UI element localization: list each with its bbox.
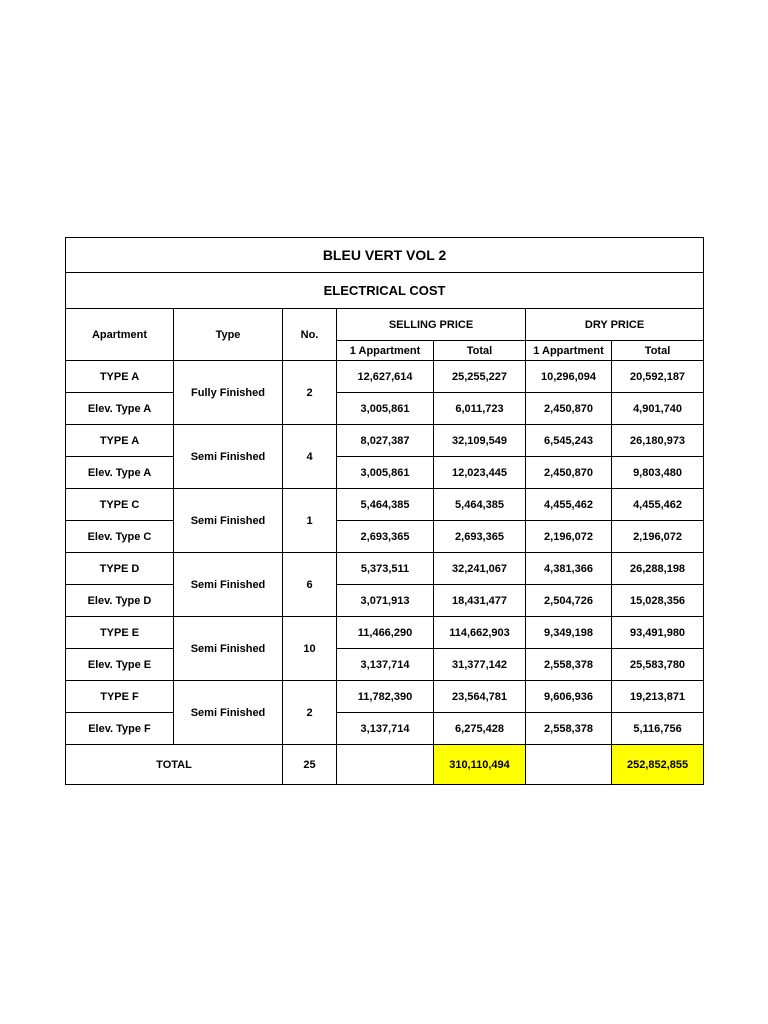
selling-one-apartment-cell: 11,466,290 [337, 617, 434, 649]
finish-type-cell: Semi Finished [174, 489, 283, 553]
header-selling-total: Total [434, 341, 526, 361]
selling-one-apartment-cell: 8,027,387 [337, 425, 434, 457]
unit-count-cell: 4 [283, 425, 337, 489]
dry-one-apartment-cell: 2,450,870 [526, 457, 612, 489]
selling-one-apartment-cell: 3,005,861 [337, 457, 434, 489]
selling-one-apartment-cell: 3,137,714 [337, 713, 434, 745]
dry-total-cell: 15,028,356 [612, 585, 704, 617]
apartment-cell: Elev. Type E [66, 649, 174, 681]
dry-one-apartment-cell: 9,606,936 [526, 681, 612, 713]
selling-total-cell: 6,011,723 [434, 393, 526, 425]
header-selling-one-apartment: 1 Appartment [337, 341, 434, 361]
selling-one-apartment-cell: 12,627,614 [337, 361, 434, 393]
table-row [66, 585, 704, 617]
electrical-cost-table [65, 237, 704, 785]
apartment-cell: Elev. Type A [66, 393, 174, 425]
finish-type-cell: Semi Finished [174, 425, 283, 489]
header-dry-one-apartment: 1 Appartment [526, 341, 612, 361]
apartment-cell: Elev. Type F [66, 713, 174, 745]
dry-one-apartment-cell: 4,455,462 [526, 489, 612, 521]
dry-total-cell: 5,116,756 [612, 713, 704, 745]
dry-total-cell: 26,288,198 [612, 553, 704, 585]
dry-total-cell: 9,803,480 [612, 457, 704, 489]
dry-one-apartment-cell: 6,545,243 [526, 425, 612, 457]
selling-total-cell: 23,564,781 [434, 681, 526, 713]
apartment-cell: TYPE F [66, 681, 174, 713]
finish-type-cell: Semi Finished [174, 681, 283, 745]
selling-total-cell: 32,241,067 [434, 553, 526, 585]
table-row [66, 361, 704, 393]
dry-one-apartment-cell: 2,450,870 [526, 393, 612, 425]
dry-total-cell: 4,901,740 [612, 393, 704, 425]
selling-total-cell: 12,023,445 [434, 457, 526, 489]
dry-one-apartment-cell: 2,558,378 [526, 649, 612, 681]
header-no: No. [283, 309, 337, 361]
selling-one-apartment-cell: 11,782,390 [337, 681, 434, 713]
table-row [66, 617, 704, 649]
selling-total-cell: 114,662,903 [434, 617, 526, 649]
unit-count-cell: 1 [283, 489, 337, 553]
dry-one-apartment-cell: 10,296,094 [526, 361, 612, 393]
apartment-cell: TYPE A [66, 361, 174, 393]
dry-one-apartment-cell: 4,381,366 [526, 553, 612, 585]
finish-type-cell: Semi Finished [174, 617, 283, 681]
selling-total-cell: 18,431,477 [434, 585, 526, 617]
dry-total-cell: 2,196,072 [612, 521, 704, 553]
selling-one-apartment-cell: 3,137,714 [337, 649, 434, 681]
dry-total-cell: 93,491,980 [612, 617, 704, 649]
selling-total-cell: 5,464,385 [434, 489, 526, 521]
apartment-cell: TYPE C [66, 489, 174, 521]
header-dry-total: Total [612, 341, 704, 361]
dry-one-apartment-cell: 2,558,378 [526, 713, 612, 745]
selling-one-apartment-cell: 3,005,861 [337, 393, 434, 425]
table-row [66, 489, 704, 521]
table-row [66, 393, 704, 425]
page-title: BLEU VERT VOL 2 [66, 238, 704, 273]
total-label: TOTAL [66, 745, 283, 785]
selling-total-cell: 31,377,142 [434, 649, 526, 681]
dry-total-cell: 20,592,187 [612, 361, 704, 393]
table-row [66, 713, 704, 745]
selling-total-cell: 25,255,227 [434, 361, 526, 393]
total-dry-price: 252,852,855 [612, 745, 704, 785]
dry-one-apartment-cell: 2,504,726 [526, 585, 612, 617]
dry-one-apartment-cell: 9,349,198 [526, 617, 612, 649]
table-row [66, 521, 704, 553]
table-row [66, 649, 704, 681]
unit-count-cell: 2 [283, 361, 337, 425]
apartment-cell: Elev. Type D [66, 585, 174, 617]
table-row [66, 553, 704, 585]
dry-total-cell: 25,583,780 [612, 649, 704, 681]
selling-one-apartment-cell: 5,373,511 [337, 553, 434, 585]
header-dry-price: DRY PRICE [526, 309, 704, 341]
finish-type-cell: Fully Finished [174, 361, 283, 425]
selling-total-cell: 32,109,549 [434, 425, 526, 457]
apartment-cell: Elev. Type C [66, 521, 174, 553]
dry-total-cell: 19,213,871 [612, 681, 704, 713]
total-dry-one-empty [526, 745, 612, 785]
total-selling-price: 310,110,494 [434, 745, 526, 785]
apartment-cell: TYPE A [66, 425, 174, 457]
table-row [66, 457, 704, 489]
total-count: 25 [283, 745, 337, 785]
selling-total-cell: 6,275,428 [434, 713, 526, 745]
selling-one-apartment-cell: 5,464,385 [337, 489, 434, 521]
table-row [66, 425, 704, 457]
table-row [66, 681, 704, 713]
selling-total-cell: 2,693,365 [434, 521, 526, 553]
dry-total-cell: 4,455,462 [612, 489, 704, 521]
dry-one-apartment-cell: 2,196,072 [526, 521, 612, 553]
apartment-cell: TYPE D [66, 553, 174, 585]
apartment-cell: TYPE E [66, 617, 174, 649]
unit-count-cell: 10 [283, 617, 337, 681]
total-selling-one-empty [337, 745, 434, 785]
apartment-cell: Elev. Type A [66, 457, 174, 489]
selling-one-apartment-cell: 3,071,913 [337, 585, 434, 617]
dry-total-cell: 26,180,973 [612, 425, 704, 457]
finish-type-cell: Semi Finished [174, 553, 283, 617]
unit-count-cell: 6 [283, 553, 337, 617]
page-subtitle: ELECTRICAL COST [66, 273, 704, 309]
unit-count-cell: 2 [283, 681, 337, 745]
header-selling-price: SELLING PRICE [337, 309, 526, 341]
header-apartment: Apartment [66, 309, 174, 361]
header-type: Type [174, 309, 283, 361]
selling-one-apartment-cell: 2,693,365 [337, 521, 434, 553]
